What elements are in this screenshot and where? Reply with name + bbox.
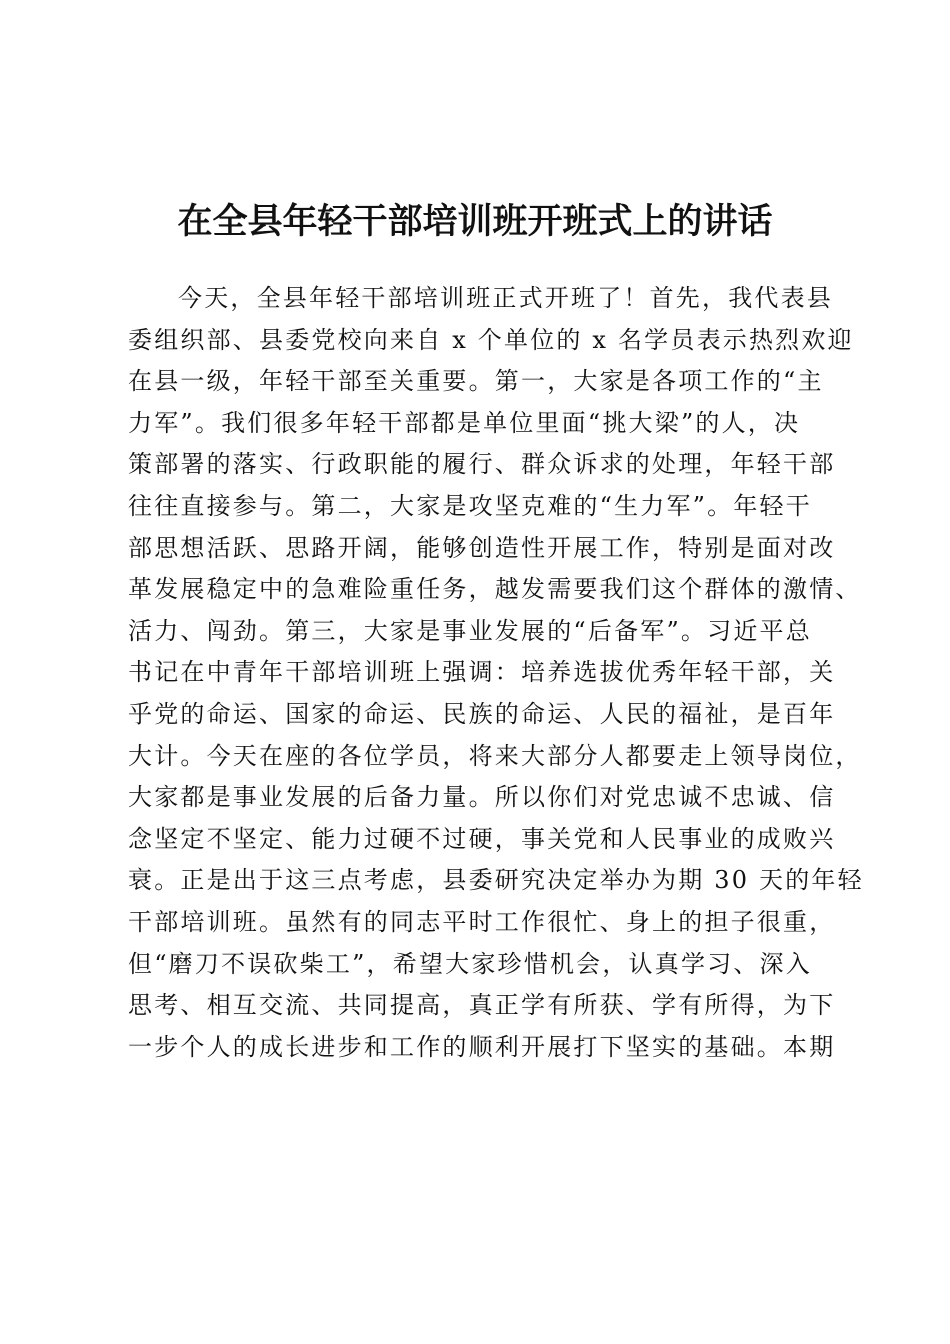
body-line: 活力、闯劲。第三，大家是事业发展的“后备军”。习近平总	[128, 616, 812, 645]
body-line: 一步个人的成长进步和工作的顺利开展打下坚实的基础。本期	[128, 1032, 836, 1061]
body-line: 策部署的落实、行政职能的履行、群众诉求的处理，年轻干部	[128, 450, 836, 479]
body-line: 力军”。我们很多年轻干部都是单位里面“挑大梁”的人，决	[128, 408, 801, 437]
body-line: 部思想活跃、思路开阔，能够创造性开展工作，特别是面对改	[128, 533, 836, 562]
body-line: 今天，全县年轻干部培训班正式开班了！首先，我代表县	[178, 284, 833, 312]
body-line: 革发展稳定中的急难险重任务，越发需要我们这个群体的激情、	[128, 575, 862, 604]
body-line: 乎党的命运、国家的命运、民族的命运、人民的福祉，是百年	[128, 699, 836, 728]
body-line: 在县一级，年轻干部至关重要。第一，大家是各项工作的“主	[128, 367, 824, 396]
body-line: 大家都是事业发展的后备力量。所以你们对党忠诚不忠诚、信	[128, 783, 836, 812]
body-line: 干部培训班。虽然有的同志平时工作很忙、身上的担子很重，	[128, 907, 836, 936]
body-line: 大计。今天在座的各位学员，将来大部分人都要走上领导岗位，	[128, 741, 862, 770]
body-line: 但“磨刀不误砍柴工”，希望大家珍惜机会，认真学习、深入	[128, 949, 812, 978]
body-line: 往往直接参与。第二，大家是攻坚克难的“生力军”。年轻干	[128, 491, 812, 520]
document-body	[128, 278, 864, 1068]
body-line: 衰。正是出于这三点考虑，县委研究决定举办为期 30 天的年轻	[128, 866, 864, 895]
body-line: 委组织部、县委党校向来自 x 个单位的 x 名学员表示热烈欢迎	[128, 325, 854, 354]
body-line: 念坚定不坚定、能力过硬不过硬，事关党和人民事业的成败兴	[128, 824, 836, 853]
body-line: 书记在中青年干部培训班上强调：培养选拔优秀年轻干部，关	[128, 658, 836, 687]
body-line: 思考、相互交流、共同提高，真正学有所获、学有所得，为下	[128, 991, 836, 1020]
document-title: 在全县年轻干部培训班开班式上的讲话	[177, 202, 773, 242]
